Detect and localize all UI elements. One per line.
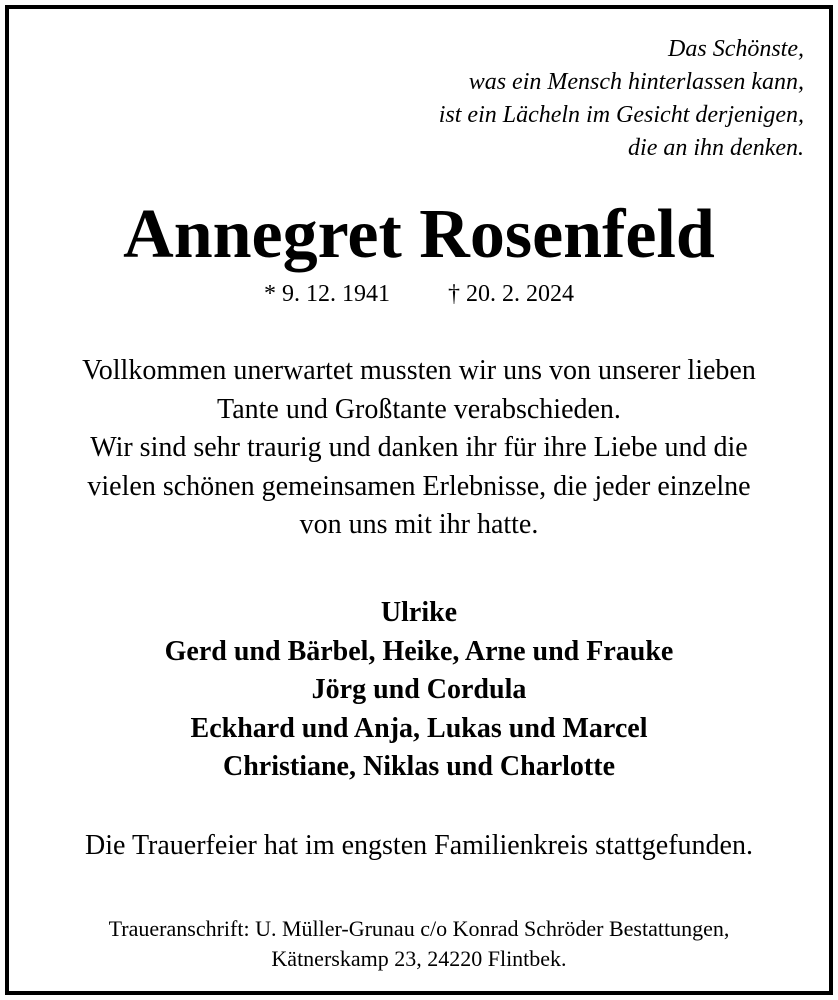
deceased-name: Annegret Rosenfeld (123, 196, 715, 273)
mourner-line: Christiane, Niklas und Charlotte (222, 751, 616, 782)
quote-line: Das Schönste, (668, 36, 804, 62)
mourner-line: Eckhard und Anja, Lukas und Marcel (190, 712, 648, 744)
memorial-quote (439, 33, 804, 165)
quote-line: was ein Mensch hinterlassen kann, (468, 69, 804, 95)
birth-date: * 9. 12. 1941 (264, 281, 390, 307)
message-line: Wir sind sehr traurig und danken ihr für ihre Liebe und die (90, 432, 748, 463)
message-line: Vollkommen unerwartet mussten wir uns von unserer lieben (82, 355, 756, 386)
mourner-line: Jörg und Cordula (311, 674, 527, 705)
quote-line: die an ihn denken. (628, 135, 804, 161)
death-date: † 20. 2. 2024 (448, 281, 574, 307)
mourner-line: Ulrike (380, 597, 458, 628)
address-line: Traueranschrift: U. Müller-Grunau c/o Konrad Schröder Bestattungen, (108, 916, 730, 941)
obituary-notice (5, 5, 833, 995)
address-line: Kätnerskamp 23, 24220 Flintbek. (271, 946, 567, 971)
mourner-line: Gerd und Bärbel, Heike, Arne und Frauke (164, 635, 674, 667)
life-dates (9, 279, 829, 309)
farewell-message (9, 352, 829, 545)
message-line: von uns mit ihr hatte. (299, 509, 539, 540)
quote-line: ist ein Lächeln im Gesicht derjenigen, (438, 102, 804, 128)
mourners-list (9, 594, 829, 787)
funeral-note: Die Trauerfeier hat im engsten Familienkreis stattgefunden. (85, 830, 753, 861)
message-line: vielen schönen gemeinsamen Erlebnisse, die jeder einzelne (87, 470, 751, 502)
mourning-address (9, 914, 829, 974)
message-line: Tante und Großtante verabschieden. (217, 393, 621, 425)
